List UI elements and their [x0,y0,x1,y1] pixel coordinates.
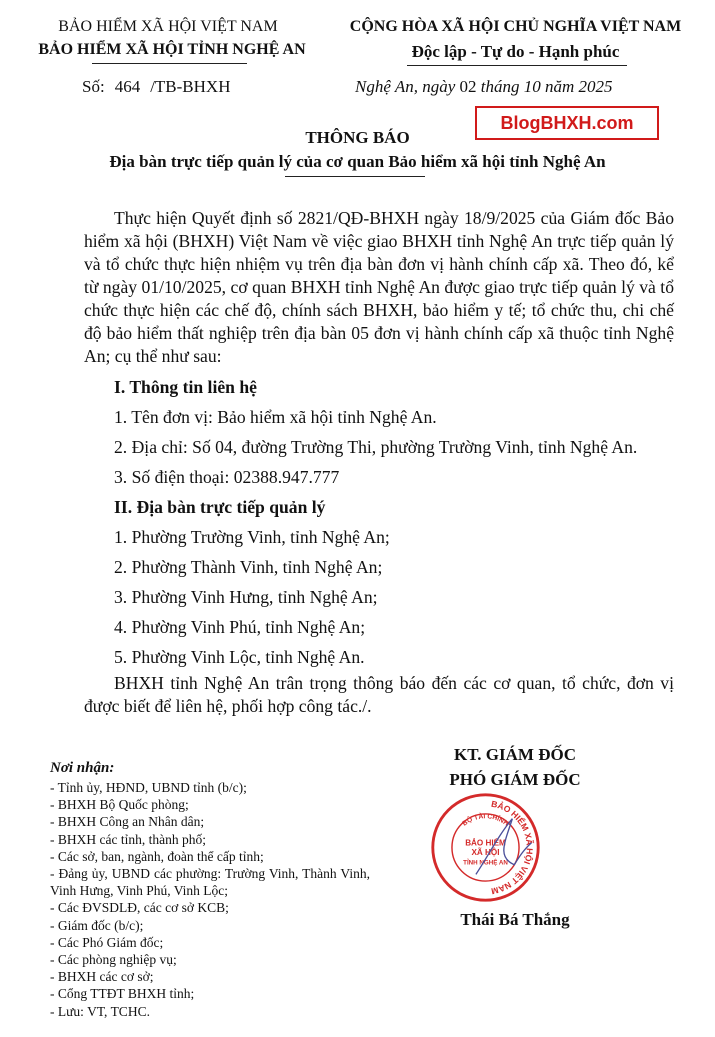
recipient-item: - Giám đốc (b/c); [50,917,144,933]
recipient-item: - BHXH các cơ sở; [50,969,154,985]
place-date-suffix: tháng 10 năm 2025 [480,77,613,96]
recipient-item: - Các Phó Giám đốc; [50,934,164,950]
document-subtitle: Địa bàn trực tiếp quản lý của cơ quan Bảo hiểm xã hội tỉnh Nghệ An [109,152,606,171]
seal-ring-text: BẢO HIỂM XÃ HỘI VIỆT NAM [490,798,535,897]
place-date-day: 02 [459,77,477,96]
official-seal-stamp [428,790,543,905]
recipient-item: - Đảng ủy, UBND các phường: Trường Vinh, Thành Vinh, Vinh Hưng, Vinh Phú, Vinh Lộc; [50,866,370,899]
issuing-org-parent: BẢO HIỂM XÃ HỘI VIỆT NAM [58,18,278,35]
seal-center-text-2: XÃ HỘI [471,848,500,858]
document-number [82,77,230,97]
watermark-badge: BlogBHXH.com [475,106,659,140]
recipient-item: - BHXH các tỉnh, thành phố; [50,831,206,847]
recipient-item: - BHXH Bộ Quốc phòng; [50,797,189,813]
doc-number-label: Số: [82,77,105,96]
signer-name: Thái Bá Thắng [460,910,570,929]
contact-item: 1. Tên đơn vị: Bảo hiểm xã hội tỉnh Nghệ An. [114,407,437,427]
recipient-item: - Các ĐVSDLĐ, các cơ sở KCB; [50,900,229,916]
seal-center-text-1: BẢO HIỂM [465,838,506,848]
recipients-title: Nơi nhận: [50,760,115,776]
org-underline [92,63,247,64]
doc-number-code: /TB-BHXH [150,77,231,96]
motto-underline [407,65,627,66]
doc-number-value: 464 [114,77,141,96]
ward-item: 2. Phường Thành Vinh, tỉnh Nghệ An; [114,557,383,577]
contact-item: 2. Địa chỉ: Số 04, đường Trường Thi, phường Trường Vinh, tỉnh Nghệ An. [114,437,638,457]
subtitle-underline [285,176,425,177]
seal-center-text-3: TỈNH NGHỆ AN [463,859,508,867]
ward-item: 3. Phường Vinh Hưng, tỉnh Nghệ An; [114,587,378,607]
ward-item: 5. Phường Vinh Lộc, tỉnh Nghệ An. [114,647,365,667]
section-1-heading: I. Thông tin liên hệ [114,377,257,397]
signature-role: KT. GIÁM ĐỐC [454,745,576,764]
intro-paragraph: Thực hiện Quyết định số 2821/QĐ-BHXH ngày 18/9/2025 của Giám đốc Bảo hiểm xã hội (BHXH) Việt Nam về việc giao BHXH tỉnh Nghệ An trực tiếp quản lý và tổ chức thực hiện nhiệm vụ trên địa bàn đơn vị hành chính cấp xã. Theo đó, kể từ ngày 01/10/2025, cơ quan BHXH tỉnh Nghệ An được giao trực tiếp quản lý và tổ chức thực hiện các chế độ, chính sách BHXH, bảo hiểm y tế; tổ chức thu, chi chế độ bảo hiểm thất nghiệp trên địa bàn 05 đơn vị hành chính cấp xã thuộc tỉnh Nghệ An; cụ thể như sau: [84,208,674,366]
recipient-item: - Các sở, ban, ngành, đoàn thể cấp tỉnh; [50,848,264,864]
section-2-heading: II. Địa bàn trực tiếp quản lý [114,497,326,517]
national-title: CỘNG HÒA XÃ HỘI CHỦ NGHĨA VIỆT NAM [349,18,682,35]
place-date-prefix: Nghệ An, ngày [355,77,456,96]
ward-item: 4. Phường Vinh Phú, tỉnh Nghệ An; [114,617,366,637]
signature-title: PHÓ GIÁM ĐỐC [449,770,581,789]
national-motto: Độc lập - Tự do - Hạnh phúc [411,42,620,61]
issuing-org: BẢO HIỂM XÃ HỘI TỈNH NGHỆ AN [38,41,306,58]
contact-item: 3. Số điện thoại: 02388.947.777 [114,467,340,487]
recipient-item: - Các phòng nghiệp vụ; [50,952,177,968]
recipients-list [50,779,370,1020]
document-title: THÔNG BÁO [305,128,410,147]
seal-top-text: BỘ TÀI CHÍNH [461,813,510,828]
recipient-item: - BHXH Công an Nhân dân; [50,814,205,830]
closing-paragraph: BHXH tỉnh Nghệ An trân trọng thông báo đến các cơ quan, tổ chức, đơn vị được biết để liên hệ, phối hợp công tác./. [84,673,674,716]
recipient-item: - Tỉnh ủy, HĐND, UBND tỉnh (b/c); [50,780,247,795]
recipient-item: - Cổng TTĐT BHXH tỉnh; [50,986,195,1002]
recipient-item: - Lưu: VT, TCHC. [50,1003,150,1019]
place-and-date [355,77,613,97]
ward-item: 1. Phường Trường Vinh, tỉnh Nghệ An; [114,527,390,547]
